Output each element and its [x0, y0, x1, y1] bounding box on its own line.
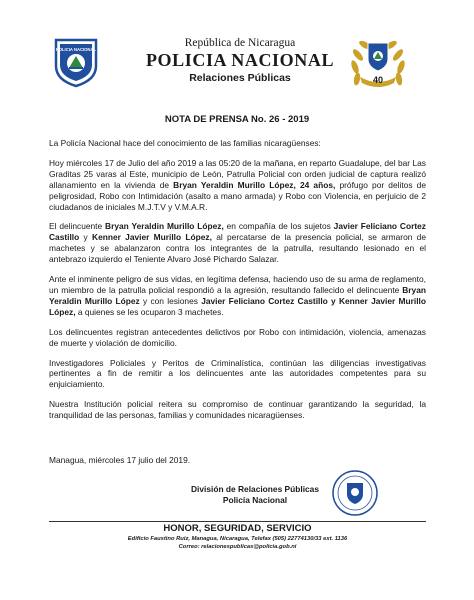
signature-institution: Policía Nacional [222, 495, 288, 505]
logo-left-text: POLICIA NACIONAL [55, 47, 97, 52]
text-run: El delincuente [49, 221, 106, 232]
text-run: al percatarse de la presencia policial, se armaron de machetes y se abalanzaron contra los integrantes de la patrulla, resultando lesionado en el antebrazo izquierdo el Teniente Alvaro José Pichardo Salazar. [49, 232, 427, 265]
police-shield-logo [52, 36, 100, 88]
footer [49, 523, 426, 551]
footer-address: Edificio Faustino Ruiz, Managua, Nicaragua, Telefax (505) 22774130/33 ext. 1136 [127, 536, 348, 542]
signature-block [180, 484, 330, 506]
bold-text-run: Kenner Javier Murillo López, [92, 232, 212, 243]
letterhead [140, 36, 340, 86]
republic-label: República de Nicaragua [184, 37, 296, 49]
text-run: a quienes se les ocuparon 3 machetes. [75, 306, 224, 317]
signature-division: División de Relaciones Públicas [191, 484, 319, 494]
body-paragraph [49, 221, 426, 265]
body-paragraph [49, 399, 426, 421]
text-run: y con lesiones [139, 295, 202, 306]
bold-text-run: Javier Feliciano Cortez Castillo [49, 221, 426, 243]
body-paragraph [49, 327, 426, 349]
anniversary-laurel-logo [346, 33, 410, 95]
text-run: Ante el inminente peligro de sus vidas, en legítima defensa, haciendo uso de su arma de reglamento, un miembro de la patrulla policial respondió a la agresión, resultando fallecido el delincuente [49, 274, 426, 295]
text-run: en compañía de los sujetos [223, 221, 334, 232]
text-run: y [79, 232, 93, 243]
body-paragraph [49, 158, 426, 213]
text-run: Nuestra Institución policial reitera su compromiso de continuar garantizando la seguridad, la tranquilidad de las personas, familias y comunidades nicaragüenses. [49, 399, 426, 421]
body-paragraph [49, 274, 426, 318]
footer-motto: HONOR, SEGURIDAD, SERVICIO [163, 523, 312, 534]
text-run: La Policía Nacional hace del conocimiento de las familias nicaragüenses: [49, 138, 321, 148]
bold-text-run: Bryan Yeraldin Murillo López [49, 284, 426, 306]
text-run: Investigadores Policiales y Peritos de Criminalística, continúan las diligencias investigativas pertinentes a fin de remitir a los delincuentes ante las autoridades competentes para su enjuiciamiento. [49, 357, 426, 390]
body-paragraph [49, 358, 426, 391]
official-seal [330, 468, 380, 518]
police-label: POLICIA NACIONAL [145, 50, 335, 70]
press-release-title: NOTA DE PRENSA No. 26 - 2019 [164, 114, 310, 125]
text-run: Los delincuentes registran antecedentes delictivos por Robo con intimidación, violencia, amenazas de muerte y violación de domicilio. [49, 326, 426, 348]
bold-text-run: Bryan Yeraldin Murillo López, 24 años, [173, 179, 336, 190]
bold-text-run: Javier Feliciano Cortez Castillo y Kenner Javier Murillo López, [49, 295, 426, 317]
footer-divider [49, 521, 426, 522]
logo-right-text: 40 [372, 75, 384, 85]
date-line: Managua, miércoles 17 julio del 2019. [49, 455, 191, 465]
text-run: Hoy miércoles 17 de Julio del año 2019 a las 05:20 de la mañana, en reparto Guadalupe, del bar Las Graditas 25 varas al Este, municipio de León, Patrulla Policial con orden judicial de captura realizó allanamiento en la vivienda de [49, 157, 426, 190]
press-release-body [49, 138, 426, 430]
relations-label: Relaciones Públicas [189, 72, 291, 84]
text-run: prófugo por delitos de peligrosidad, Robo con Intimidación (asalto a mano armada) y Robo con Violencia, en perjuicio de 2 ciudadanos de iniciales M.J.T.V y V.M.A.R. [49, 179, 426, 212]
body-paragraph [49, 138, 426, 149]
footer-email: Correo: relacionespublicas@policia.gob.ni [178, 544, 297, 550]
bold-text-run: Bryan Yeraldin Murillo López, [105, 221, 224, 232]
